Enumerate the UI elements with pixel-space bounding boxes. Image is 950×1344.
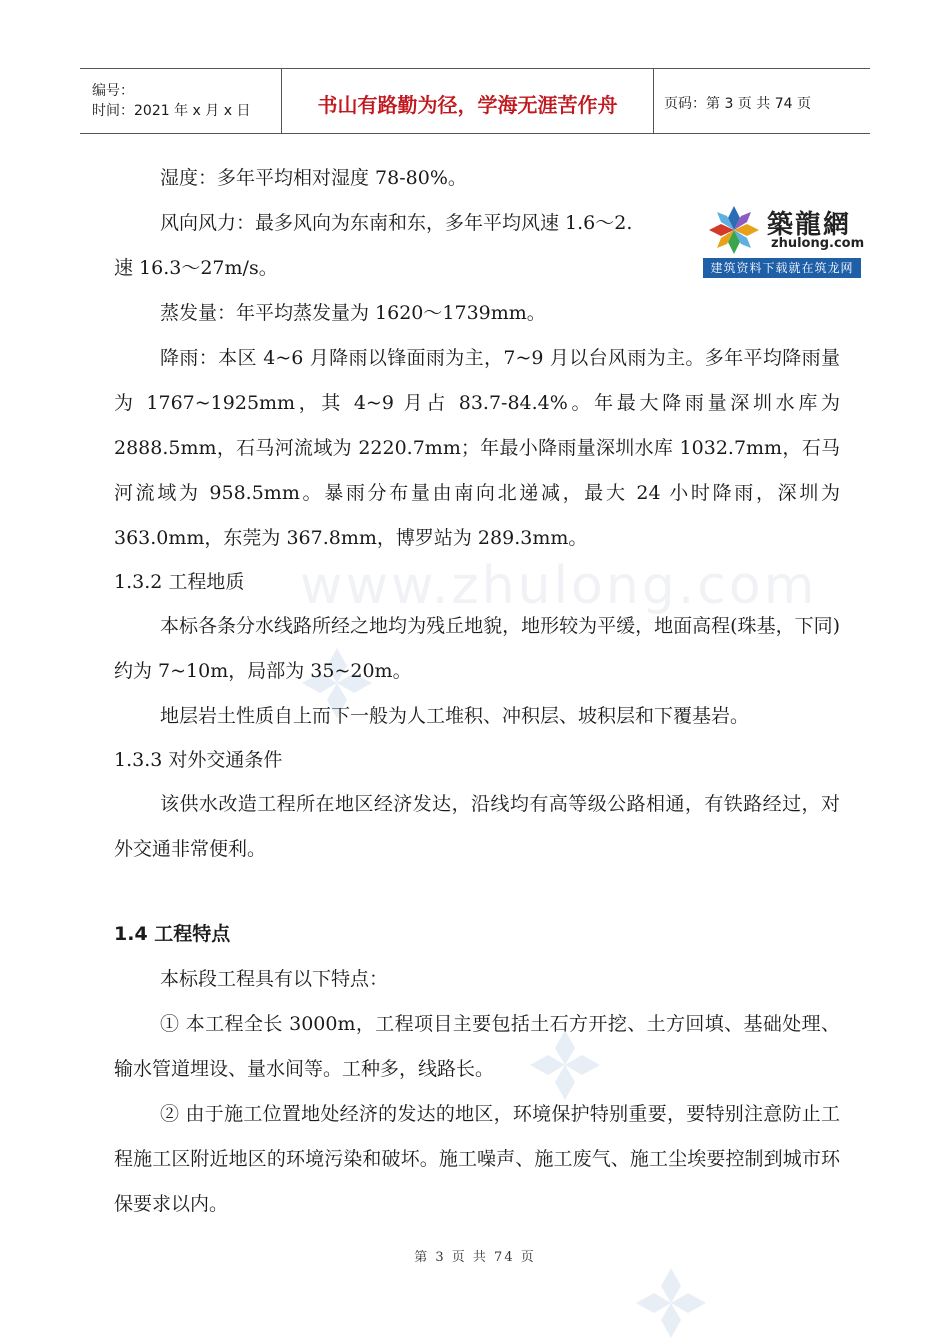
wind-paragraph-line1: 风向风力：最多风向为东南和东，多年平均风速 1.6～2. (160, 212, 633, 234)
traffic-paragraph: 该供水改造工程所在地区经济发达，沿线均有高等级公路相通，有铁路经过，对外交通非常便利。 (114, 793, 840, 860)
geology-paragraph-2: 地层岩土性质自上而下一般为人工堆积、冲积层、坡积层和下覆基岩。 (160, 705, 750, 727)
header-motto (282, 69, 654, 133)
geology-heading: 1.3.2 工程地质 (114, 571, 245, 593)
evaporation-paragraph: 蒸发量：年平均蒸发量为 1620～1739mm。 (160, 302, 546, 324)
watermark-snowflake-icon (636, 1268, 706, 1338)
feature-item-1: ① 本工程全长 3000m，工程项目主要包括土石方开挖、土方回填、基础处理、输水管道埋设、量水间等。工种多，线路长。 (114, 1013, 840, 1080)
page-footer: 第 3 页 共 74 页 (414, 1250, 536, 1265)
header-page-info (654, 69, 870, 133)
logo-slogan: 建筑资料下载就在筑龙网 (703, 258, 861, 278)
features-intro: 本标段工程具有以下特点： (160, 968, 389, 990)
humidity-paragraph: 湿度：多年平均相对湿度 78-80%。 (160, 167, 467, 189)
watermark-text: www.zhulong.com (300, 556, 818, 616)
zhulong-logo (703, 202, 865, 278)
logo-name: 築龍網 (767, 210, 852, 240)
traffic-heading: 1.3.3 对外交通条件 (114, 749, 283, 771)
header-meta (80, 69, 282, 133)
logo-snowflake-icon (709, 206, 759, 254)
motto-text: 书山有路勤为径，学海无涯苦作舟 (317, 92, 618, 117)
document-number-label: 编号： (92, 83, 134, 99)
wind-paragraph-line2: 速 16.3～27m/s。 (114, 257, 278, 279)
feature-item-2: ② 由于施工位置地处经济的发达的地区，环境保护特别重要，要特别注意防止工程施工区附近地区的环境污染和破坏。施工噪声、施工废气、施工尘埃要控制到城市环保要求以内。 (114, 1103, 840, 1215)
section-heading: 1.4 工程特点 (114, 923, 231, 945)
geology-paragraph-1: 本标各条分水线路所经之地均为残丘地貌，地形较为平缓，地面高程(珠基，下同)约为 7~10m，局部为 35~20m。 (114, 615, 840, 682)
rainfall-paragraph: 降雨：本区 4~6 月降雨以锋面雨为主，7~9 月以台风雨为主。多年平均降雨量为 1767~1925mm，其 4~9 月占 83.7-84.4%。年最大降雨量深圳水库为 2888.5mm，石马河流域为 2220.7mm；年最小降雨量深圳水库 1032.7mm，石马河流域为 958.5mm。暴雨分布量由南向北递减，最大 24 小时降雨，深圳为 363.0mm，东莞为 367.8mm，博罗站为 289.3mm。 (114, 347, 840, 549)
page-header (80, 68, 870, 134)
document-body (114, 156, 840, 1227)
document-date: 时间：2021 年 x 月 x 日 (92, 103, 251, 119)
logo-domain: zhulong.com (771, 236, 865, 251)
page-number-label: 页码：第 3 页 共 74 页 (664, 96, 811, 112)
